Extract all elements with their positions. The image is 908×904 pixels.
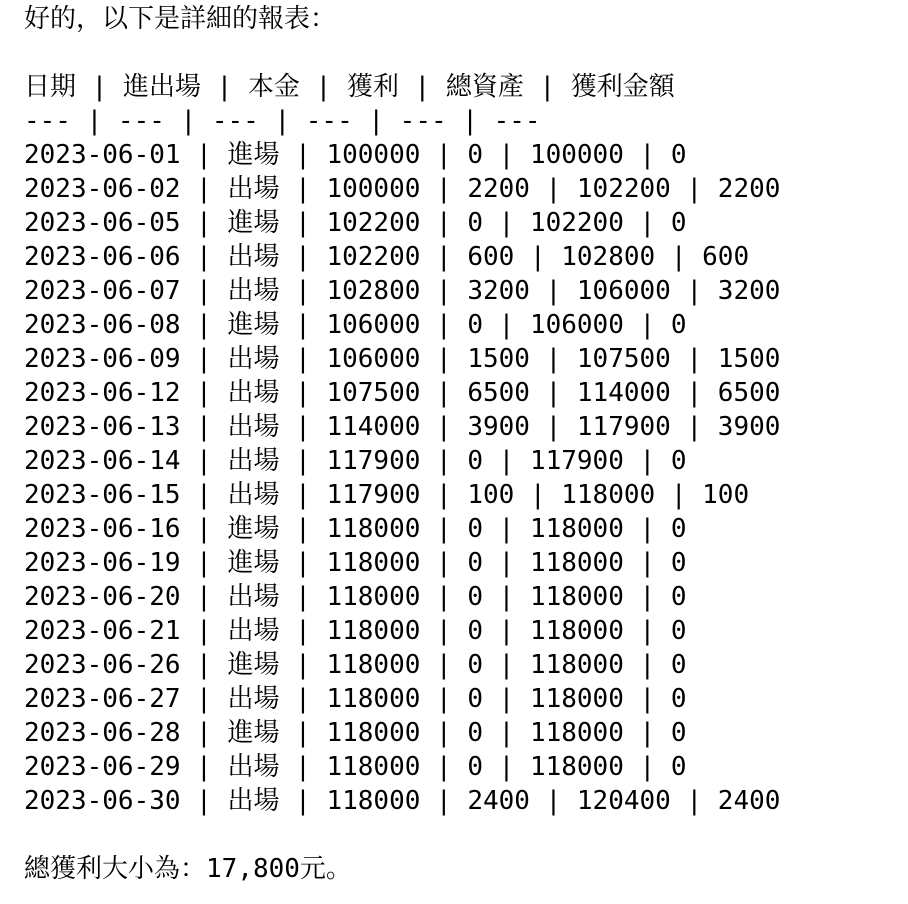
summary-text: 總獲利大小為：17,800元。 <box>24 854 352 884</box>
table-row: 2023-06-30 | 出場 | 118000 | 2400 | 120400 | 2400 <box>24 786 781 816</box>
table-row: 2023-06-07 | 出場 | 102800 | 3200 | 106000 | 3200 <box>24 276 781 306</box>
blank-line <box>24 36 904 70</box>
table-row: 2023-06-26 | 進場 | 118000 | 0 | 118000 | 0 <box>24 650 687 680</box>
chat-response <box>24 2 904 886</box>
table-row: 2023-06-19 | 進場 | 118000 | 0 | 118000 | 0 <box>24 548 687 578</box>
table-row: 2023-06-27 | 出場 | 118000 | 0 | 118000 | 0 <box>24 684 687 714</box>
table-row: 2023-06-29 | 出場 | 118000 | 0 | 118000 | 0 <box>24 752 687 782</box>
intro-text: 好的，以下是詳細的報表： <box>24 4 337 34</box>
table-row: 2023-06-16 | 進場 | 118000 | 0 | 118000 | 0 <box>24 514 687 544</box>
table-header-row: 日期 | 進出場 | 本金 | 獲利 | 總資產 | 獲利金額 <box>24 72 675 102</box>
table-row: 2023-06-06 | 出場 | 102200 | 600 | 102800 | 600 <box>24 242 750 272</box>
table-row: 2023-06-20 | 出場 | 118000 | 0 | 118000 | 0 <box>24 582 687 612</box>
table-separator-row: --- | --- | --- | --- | --- | --- <box>24 106 541 136</box>
table-row: 2023-06-05 | 進場 | 102200 | 0 | 102200 | 0 <box>24 208 687 238</box>
table-row: 2023-06-15 | 出場 | 117900 | 100 | 118000 | 100 <box>24 480 750 510</box>
table-row: 2023-06-09 | 出場 | 106000 | 1500 | 107500 | 1500 <box>24 344 781 374</box>
table-row: 2023-06-01 | 進場 | 100000 | 0 | 100000 | 0 <box>24 140 687 170</box>
table-row: 2023-06-14 | 出場 | 117900 | 0 | 117900 | 0 <box>24 446 687 476</box>
table-row: 2023-06-12 | 出場 | 107500 | 6500 | 114000 | 6500 <box>24 378 781 408</box>
table-row: 2023-06-02 | 出場 | 100000 | 2200 | 102200 | 2200 <box>24 174 781 204</box>
blank-line <box>24 818 904 852</box>
table-row: 2023-06-08 | 進場 | 106000 | 0 | 106000 | 0 <box>24 310 687 340</box>
table-row: 2023-06-28 | 進場 | 118000 | 0 | 118000 | 0 <box>24 718 687 748</box>
table-row: 2023-06-13 | 出場 | 114000 | 3900 | 117900 | 3900 <box>24 412 781 442</box>
table-row: 2023-06-21 | 出場 | 118000 | 0 | 118000 | 0 <box>24 616 687 646</box>
